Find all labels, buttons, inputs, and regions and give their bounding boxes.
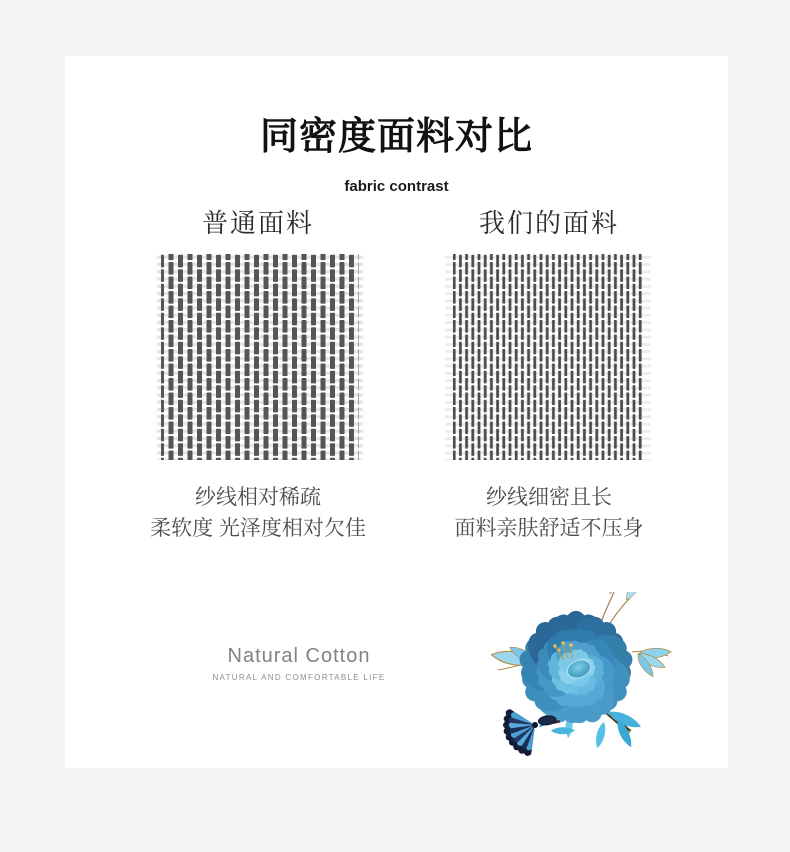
page-subtitle: fabric contrast bbox=[344, 178, 449, 195]
peony-flower-icon bbox=[488, 592, 676, 760]
dense-weave-swatch-icon bbox=[445, 254, 651, 460]
caption-our-line2: 面料亲肤舒适不压身 bbox=[454, 517, 644, 540]
sparse-weave-swatch-icon bbox=[157, 254, 363, 460]
caption-ordinary-line1: 纱线相对稀疏 bbox=[195, 486, 321, 509]
caption-our-line1: 纱线细密且长 bbox=[486, 486, 612, 509]
product-card bbox=[65, 56, 728, 768]
caption-our-fabric bbox=[389, 482, 709, 544]
brand-tagline: NATURAL AND COMFORTABLE LIFE bbox=[212, 673, 386, 682]
brand-block bbox=[129, 644, 469, 682]
column-header-ordinary-fabric: 普通面料 bbox=[201, 208, 314, 238]
page-title: 同密度面料对比 bbox=[259, 116, 533, 158]
column-header-our-fabric: 我们的面料 bbox=[478, 208, 619, 238]
brand-name: Natural Cotton bbox=[227, 645, 371, 667]
caption-ordinary-fabric bbox=[98, 482, 418, 544]
caption-ordinary-line2: 柔软度 光泽度相对欠佳 bbox=[150, 517, 366, 540]
